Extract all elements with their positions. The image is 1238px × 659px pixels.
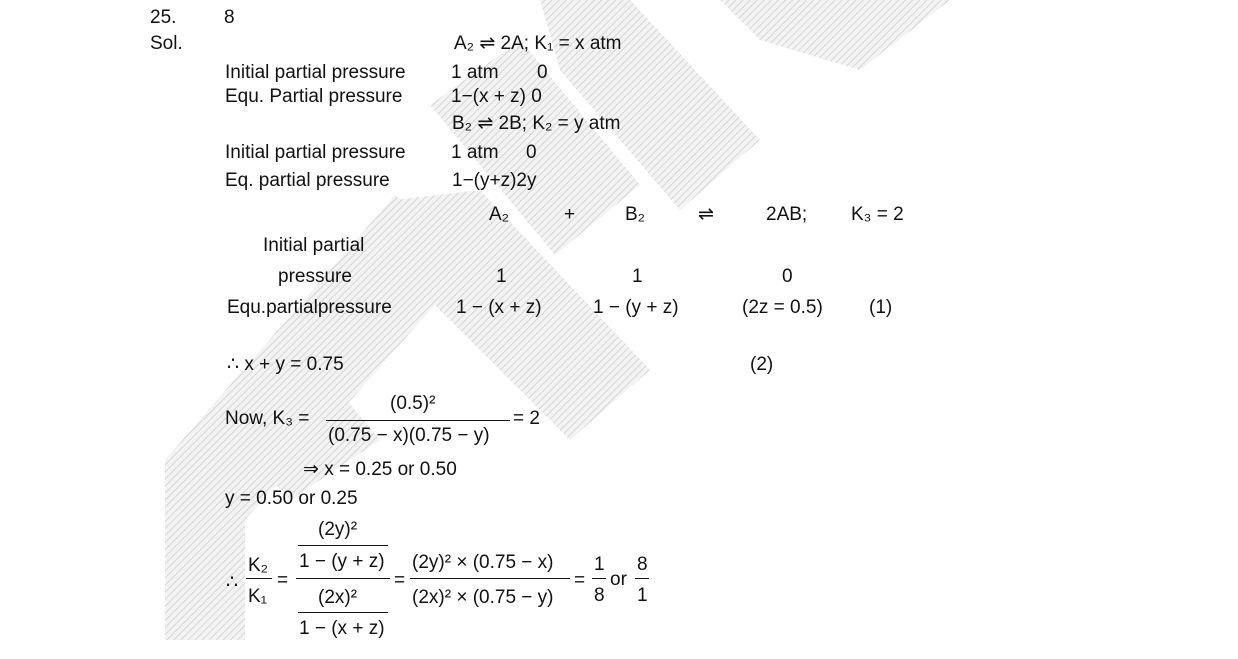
nested-top-bar [298,545,388,546]
ratio-equals-1: = [277,570,289,591]
reaction1-initial-label: Initial partial pressure [225,62,406,83]
reaction2-equ-values: 1−(y+z)2y [452,170,537,191]
reaction3-equ-b2: 1 − (y + z) [593,297,679,318]
question-number: 25. [150,7,177,28]
nested-bottom-denominator: 1 − (x + z) [299,618,385,639]
k3-denominator: (0.75 − x)(0.75 − y) [328,425,490,446]
result-a-bar [592,578,606,579]
rhs-fraction-bar [410,578,570,579]
result-b-numerator: 8 [637,554,648,575]
reaction3-equ-label: Equ.partialpressure [227,297,392,318]
therefore-symbol: ∴ [226,572,239,593]
reaction3-initial-label-line2: pressure [278,266,352,287]
reaction1-initial-b: 0 [537,62,548,83]
reaction2-initial-a: 1 atm [451,142,499,163]
ratio-k1: K₁ [248,586,268,607]
ratio-equals-3: = [574,570,586,591]
rhs-numerator: (2y)² × (0.75 − x) [412,552,554,573]
answer-value: 8 [224,7,235,28]
x-values: ⇒ x = 0.25 or 0.50 [303,459,457,480]
reaction3-initial-label-line1: Initial partial [263,235,365,256]
reaction3-equ-a2: 1 − (x + z) [456,297,542,318]
k3-result: = 2 [513,408,540,429]
reaction3-term-b2: B₂ [625,204,646,225]
nested-top-denominator: 1 − (y + z) [299,551,385,572]
reaction2-equ-label: Eq. partial pressure [225,170,390,191]
reaction3-initial-ab: 0 [782,266,793,287]
reaction1-equ-label: Equ. Partial pressure [225,86,403,107]
reaction2-initial-label: Initial partial pressure [225,142,406,163]
reaction3-product: 2AB; [766,204,808,225]
reaction1-equ-values: 1−(x + z) 0 [451,86,542,107]
nested-main-bar [296,578,390,579]
k3-expression-prefix: Now, K₃ = [225,408,310,429]
reaction2-equation: B₂ ⇌ 2B; K₂ = y atm [452,113,621,134]
ratio-equals-2: = [394,570,406,591]
result-or: or [610,569,627,590]
nested-bottom-bar [298,612,388,613]
reaction3-initial-b2: 1 [632,266,643,287]
reaction3-k3: K₃ = 2 [851,204,904,225]
reaction2-initial-b: 0 [526,142,537,163]
result-a-numerator: 1 [594,554,605,575]
reaction3-plus: + [564,204,576,225]
k3-numerator: (0.5)² [390,393,436,414]
equation-tag-2: (2) [750,354,774,375]
result-a-denominator: 8 [594,585,605,606]
result-b-bar [635,578,649,579]
reaction1-initial-a: 1 atm [451,62,499,83]
reaction3-equ-ab: (2z = 0.5) [742,297,823,318]
ratio-k2: K₂ [248,555,269,576]
result-b-denominator: 1 [637,585,648,606]
y-values: y = 0.50 or 0.25 [225,488,358,509]
reaction3-equilibrium-arrow: ⇌ [698,204,714,225]
reaction3-term-a2: A₂ [489,204,510,225]
equation-tag-1: (1) [869,297,893,318]
ratio-lhs-bar [246,578,272,579]
sum-equation: ∴ x + y = 0.75 [227,354,344,375]
nested-top-numerator: (2y)² [318,519,358,540]
solution-label: Sol. [150,33,183,54]
nested-bottom-numerator: (2x)² [318,587,358,608]
reaction1-equation: A₂ ⇌ 2A; K₁ = x atm [454,33,622,54]
k3-fraction-bar [326,420,510,421]
rhs-denominator: (2x)² × (0.75 − y) [412,587,554,608]
reaction3-initial-a2: 1 [496,266,507,287]
